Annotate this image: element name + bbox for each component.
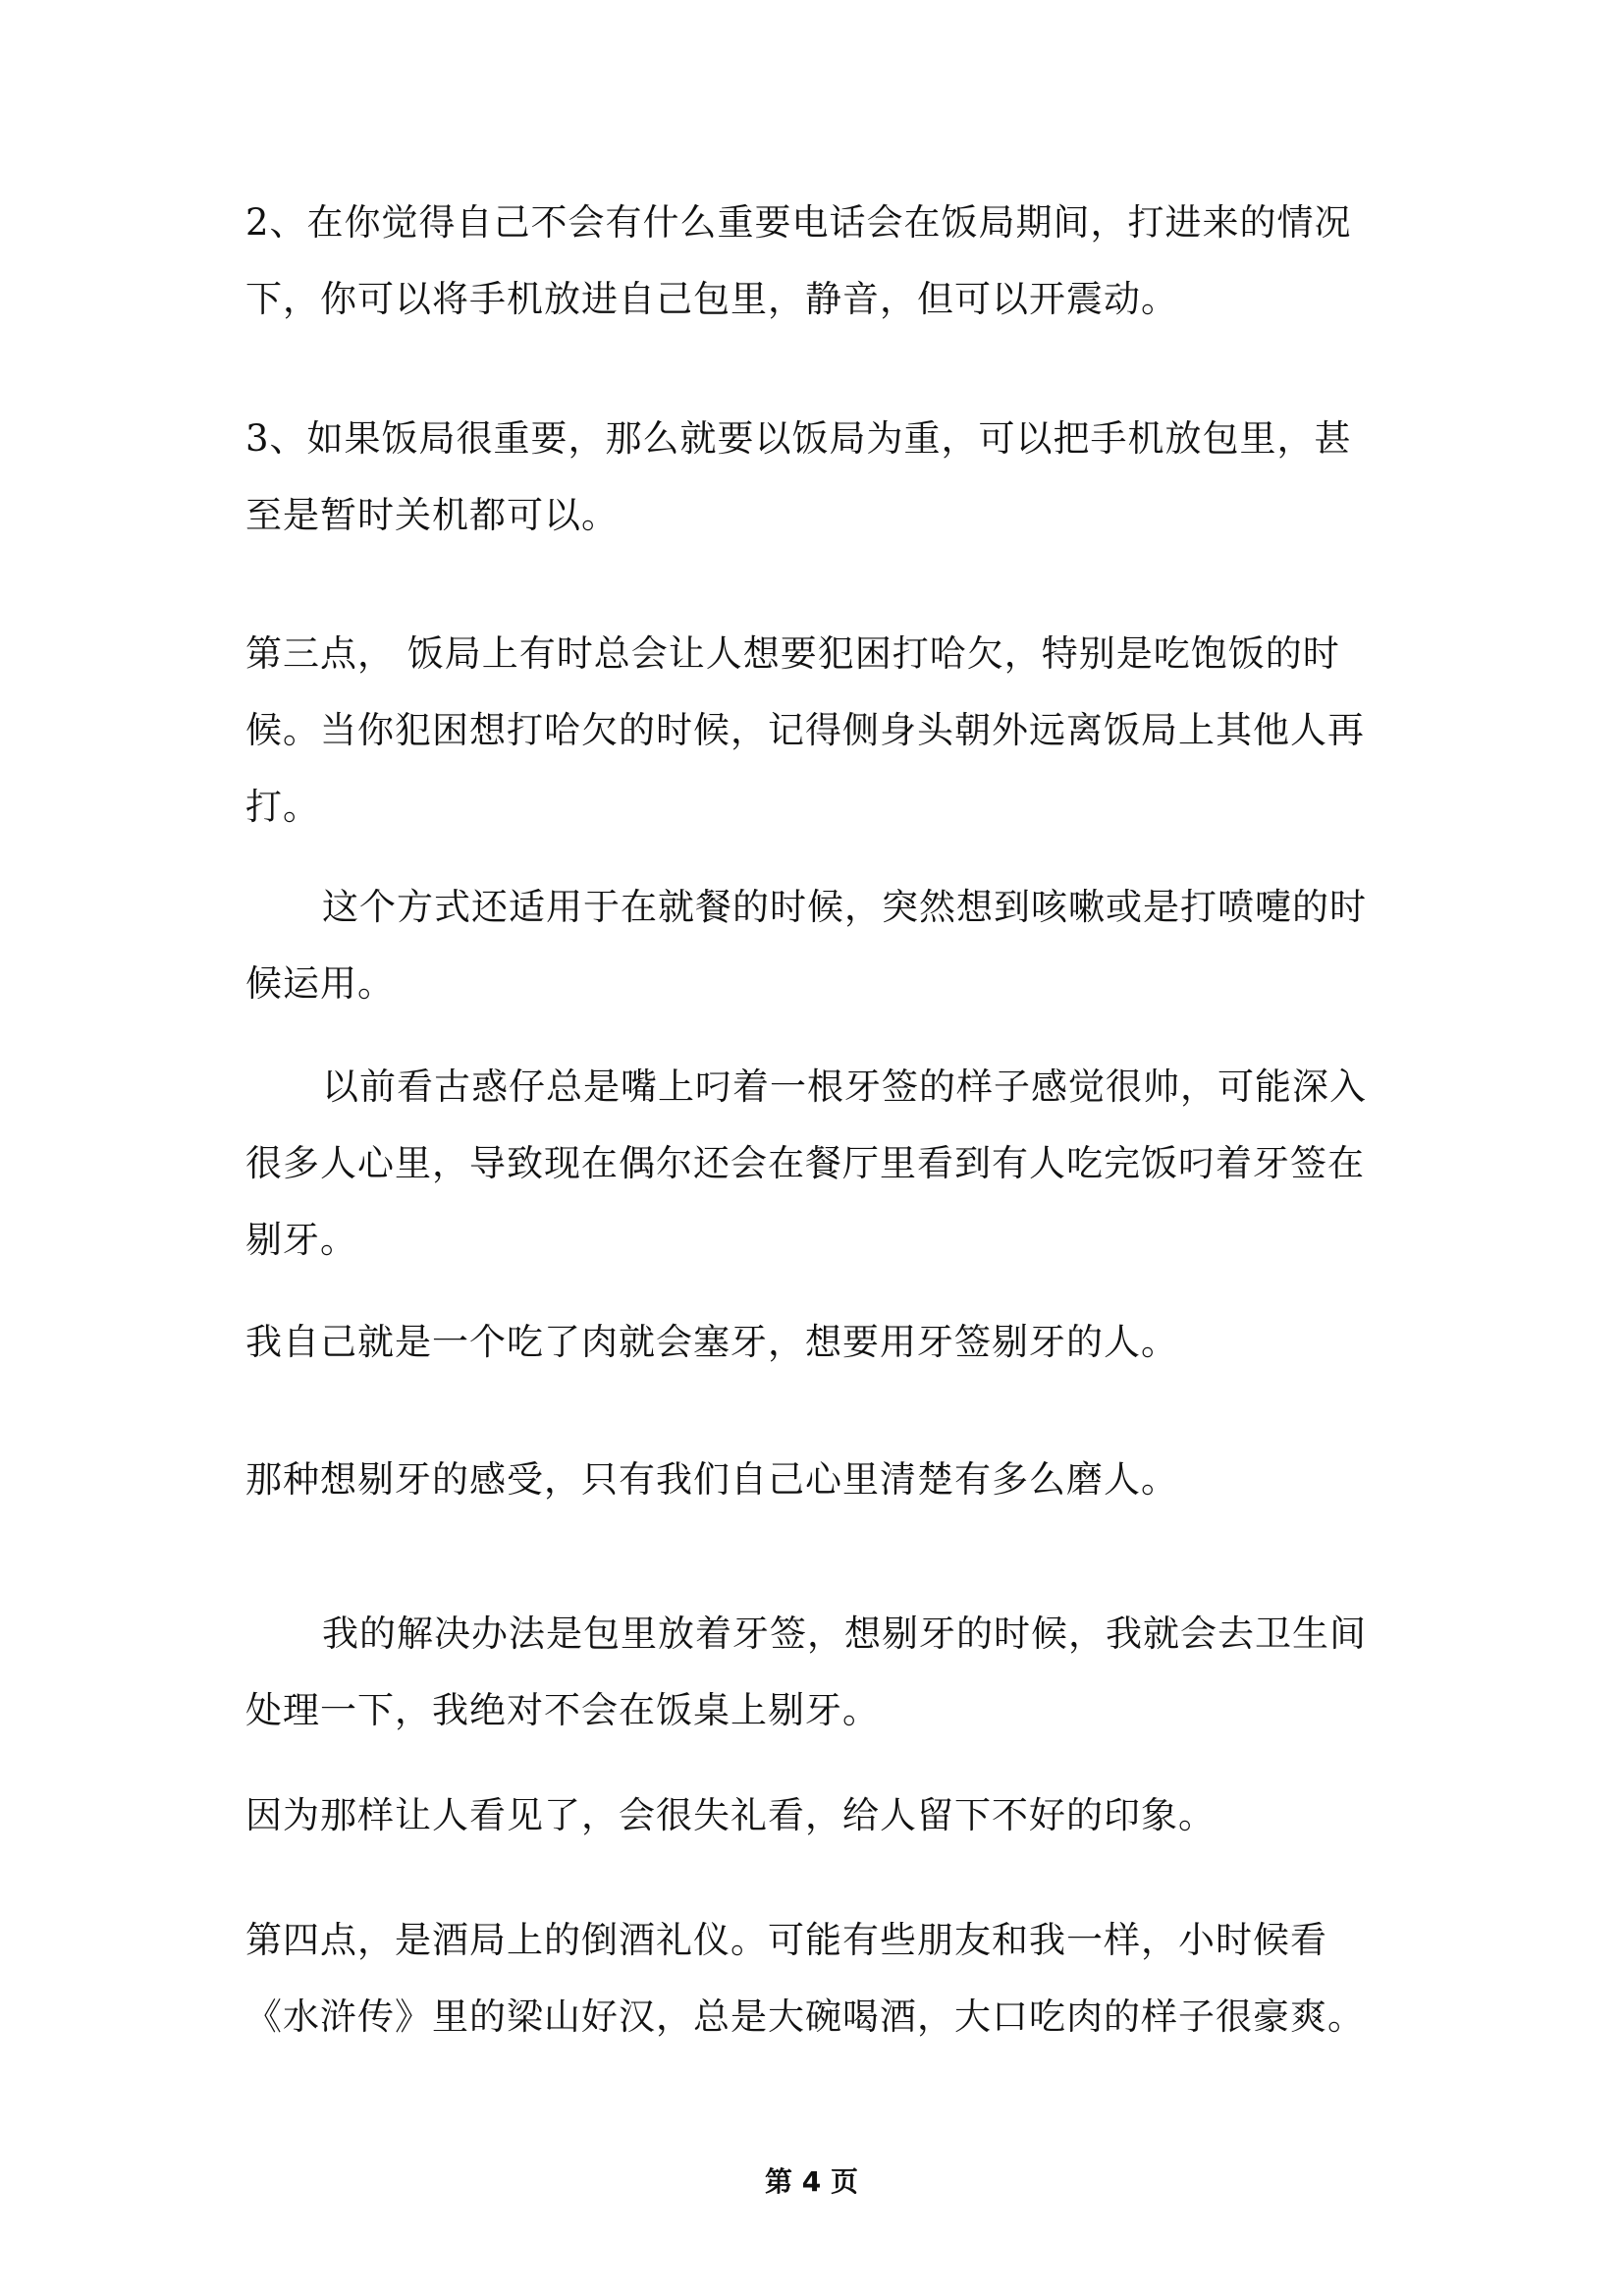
paragraph-feeling: 那种想剔牙的感受，只有我们自己心里清楚有多么磨人。 bbox=[245, 1458, 1178, 1501]
paragraph-self-toothpick: 我自己就是一个吃了肉就会塞牙，想要用牙签剔牙的人。 bbox=[245, 1321, 1178, 1363]
paragraph-point-four: 第四点，是酒局上的倒酒礼仪。可能有些朋友和我一样，小时候看《水浒传》里的梁山好汉，总是大碗喝酒，大口吃肉的样子很豪爽。 bbox=[245, 1919, 1365, 2038]
paragraph-impolite: 因为那样让人看见了，会很失礼看，给人留下不好的印象。 bbox=[245, 1794, 1216, 1836]
paragraph-item-3: 3、如果饭局很重要，那么就要以饭局为重，可以把手机放包里，甚至是暂时关机都可以。 bbox=[245, 417, 1352, 536]
paragraph-point-three: 第三点， 饭局上有时总会让人想要犯困打哈欠，特别是吃饱饭的时候。当你犯困想打哈欠的时候，记得侧身头朝外远离饭局上其他人再打。 bbox=[245, 632, 1365, 828]
paragraph-item-2: 2、在你觉得自己不会有什么重要电话会在饭局期间，打进来的情况下，你可以将手机放进自己包里，静音，但可以开震动。 bbox=[245, 201, 1352, 320]
paragraph-cough-sneeze: 这个方式还适用于在就餐的时候，突然想到咳嗽或是打喷嚏的时候运用。 bbox=[245, 886, 1367, 1005]
page-number: 第 4 页 bbox=[765, 2165, 858, 2198]
paragraph-solution: 我的解决办法是包里放着牙签，想剔牙的时候，我就会去卫生间处理一下，我绝对不会在饭桌上剔牙。 bbox=[245, 1613, 1367, 1731]
paragraph-toothpick: 以前看古惑仔总是嘴上叼着一根牙签的样子感觉很帅，可能深入很多人心里，导致现在偶尔还会在餐厅里看到有人吃完饭叼着牙签在剔牙。 bbox=[245, 1066, 1367, 1261]
